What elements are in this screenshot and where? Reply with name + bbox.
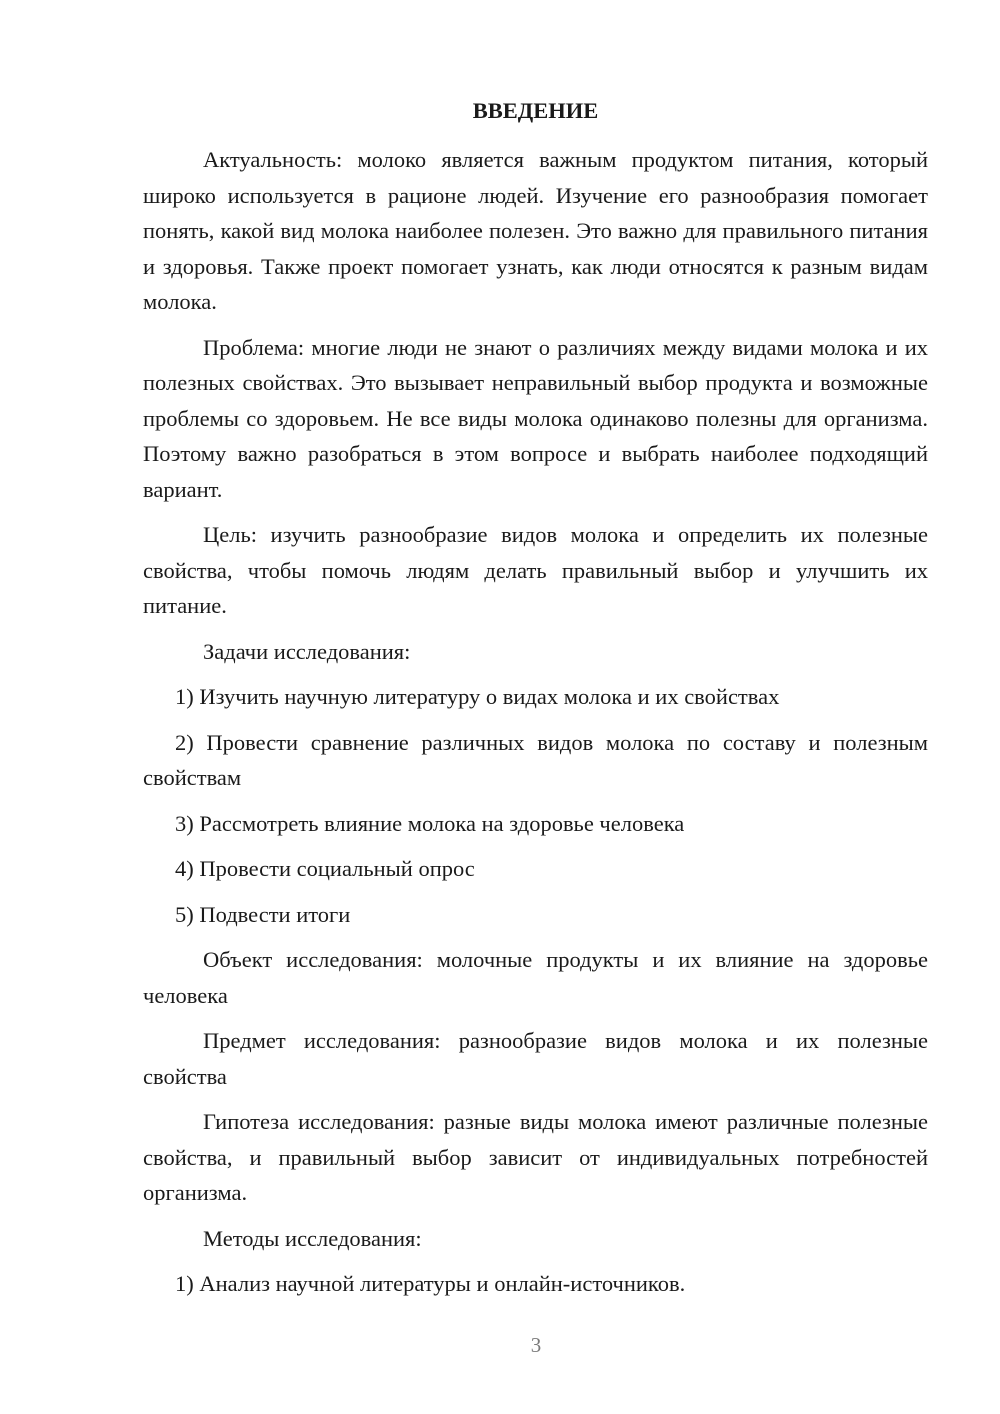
task-item: 3) Рассмотреть влияние молока на здоровье человека xyxy=(175,810,685,836)
page-number: 3 xyxy=(530,1333,542,1357)
task-item: 4) Провести социальный опрос xyxy=(175,856,475,881)
hypothesis-paragraph: Гипотеза исследования: разные виды молока имеют различные полезные свойства, и правильный выбор зависит от индивидуальных потребностей организма. xyxy=(143,1109,928,1205)
method-item: 1) Анализ научной литературы и онлайн-источников. xyxy=(175,1271,686,1296)
task-item: 2) Провести сравнение различных видов молока по составу и полезным свойствам xyxy=(143,729,928,790)
subject-paragraph: Предмет исследования: разнообразие видов молока и их полезные свойства xyxy=(143,1028,928,1089)
task-item: 5) Подвести итоги xyxy=(175,901,351,927)
relevance-paragraph: Актуальность: молоко является важным продуктом питания, который широко используется в рационе людей. Изучение его разнообразия помогает понять, какой вид молока наиболее полезен. Это важно для правильного питания и здоровья. Также проект помогает узнать, как люди относятся к разным видам молока. xyxy=(143,147,928,314)
object-paragraph: Объект исследования: молочные продукты и их влияние на здоровье человека xyxy=(143,947,928,1008)
goal-paragraph: Цель: изучить разнообразие видов молока и определить их полезные свойства, чтобы помочь людям делать правильный выбор и улучшить их питание. xyxy=(143,522,928,618)
tasks-title: Задачи исследования: xyxy=(203,638,411,664)
problem-paragraph: Проблема: многие люди не знают о различиях между видами молока и их полезных свойствах. Это вызывает неправильный выбор продукта и возможные проблемы со здоровьем. Не все виды молока одинаково полезны для организма. Поэтому важно разобраться в этом вопросе и выбрать наиболее подходящий вариант. xyxy=(143,334,928,502)
methods-title: Методы исследования: xyxy=(203,1225,422,1251)
page-content xyxy=(143,93,928,1312)
section-heading: ВВЕДЕНИЕ xyxy=(472,98,599,123)
task-item: 1) Изучить научную литературу о видах молока и их свойствах xyxy=(175,684,780,709)
